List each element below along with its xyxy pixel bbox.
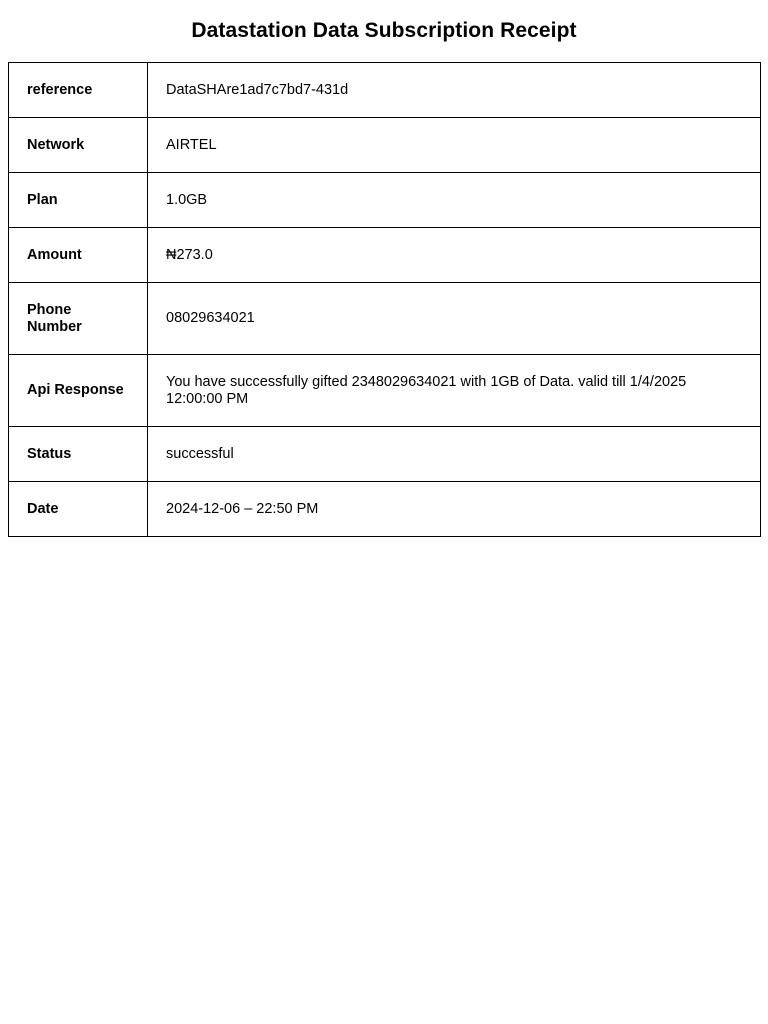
row-value: successful [148,427,761,482]
row-label: reference [9,63,148,118]
row-label: Phone Number [9,283,148,355]
table-row-reference [9,63,761,118]
table-row-amount [9,228,761,283]
row-label: Network [9,118,148,173]
table-row-api-response [9,355,761,427]
row-label: Amount [9,228,148,283]
table-row-phone-number [9,283,761,355]
row-value: You have successfully gifted 2348029634021 with 1GB of Data. valid till 1/4/2025 12:00:00 PM [148,355,761,427]
row-value: DataSHAre1ad7c7bd7-431d [148,63,761,118]
row-label: Plan [9,173,148,228]
row-value: 08029634021 [148,283,761,355]
table-row-status [9,427,761,482]
table-row-network [9,118,761,173]
row-label: Date [9,482,148,537]
page-title: Datastation Data Subscription Receipt [191,19,577,42]
row-value: 1.0GB [148,173,761,228]
table-row-date [9,482,761,537]
row-value: AIRTEL [148,118,761,173]
table-row-plan [9,173,761,228]
row-value: ₦273.0 [148,228,761,283]
row-label: Api Response [9,355,148,427]
row-label: Status [9,427,148,482]
row-value: 2024-12-06 – 22:50 PM [148,482,761,537]
receipt-table [8,62,761,537]
